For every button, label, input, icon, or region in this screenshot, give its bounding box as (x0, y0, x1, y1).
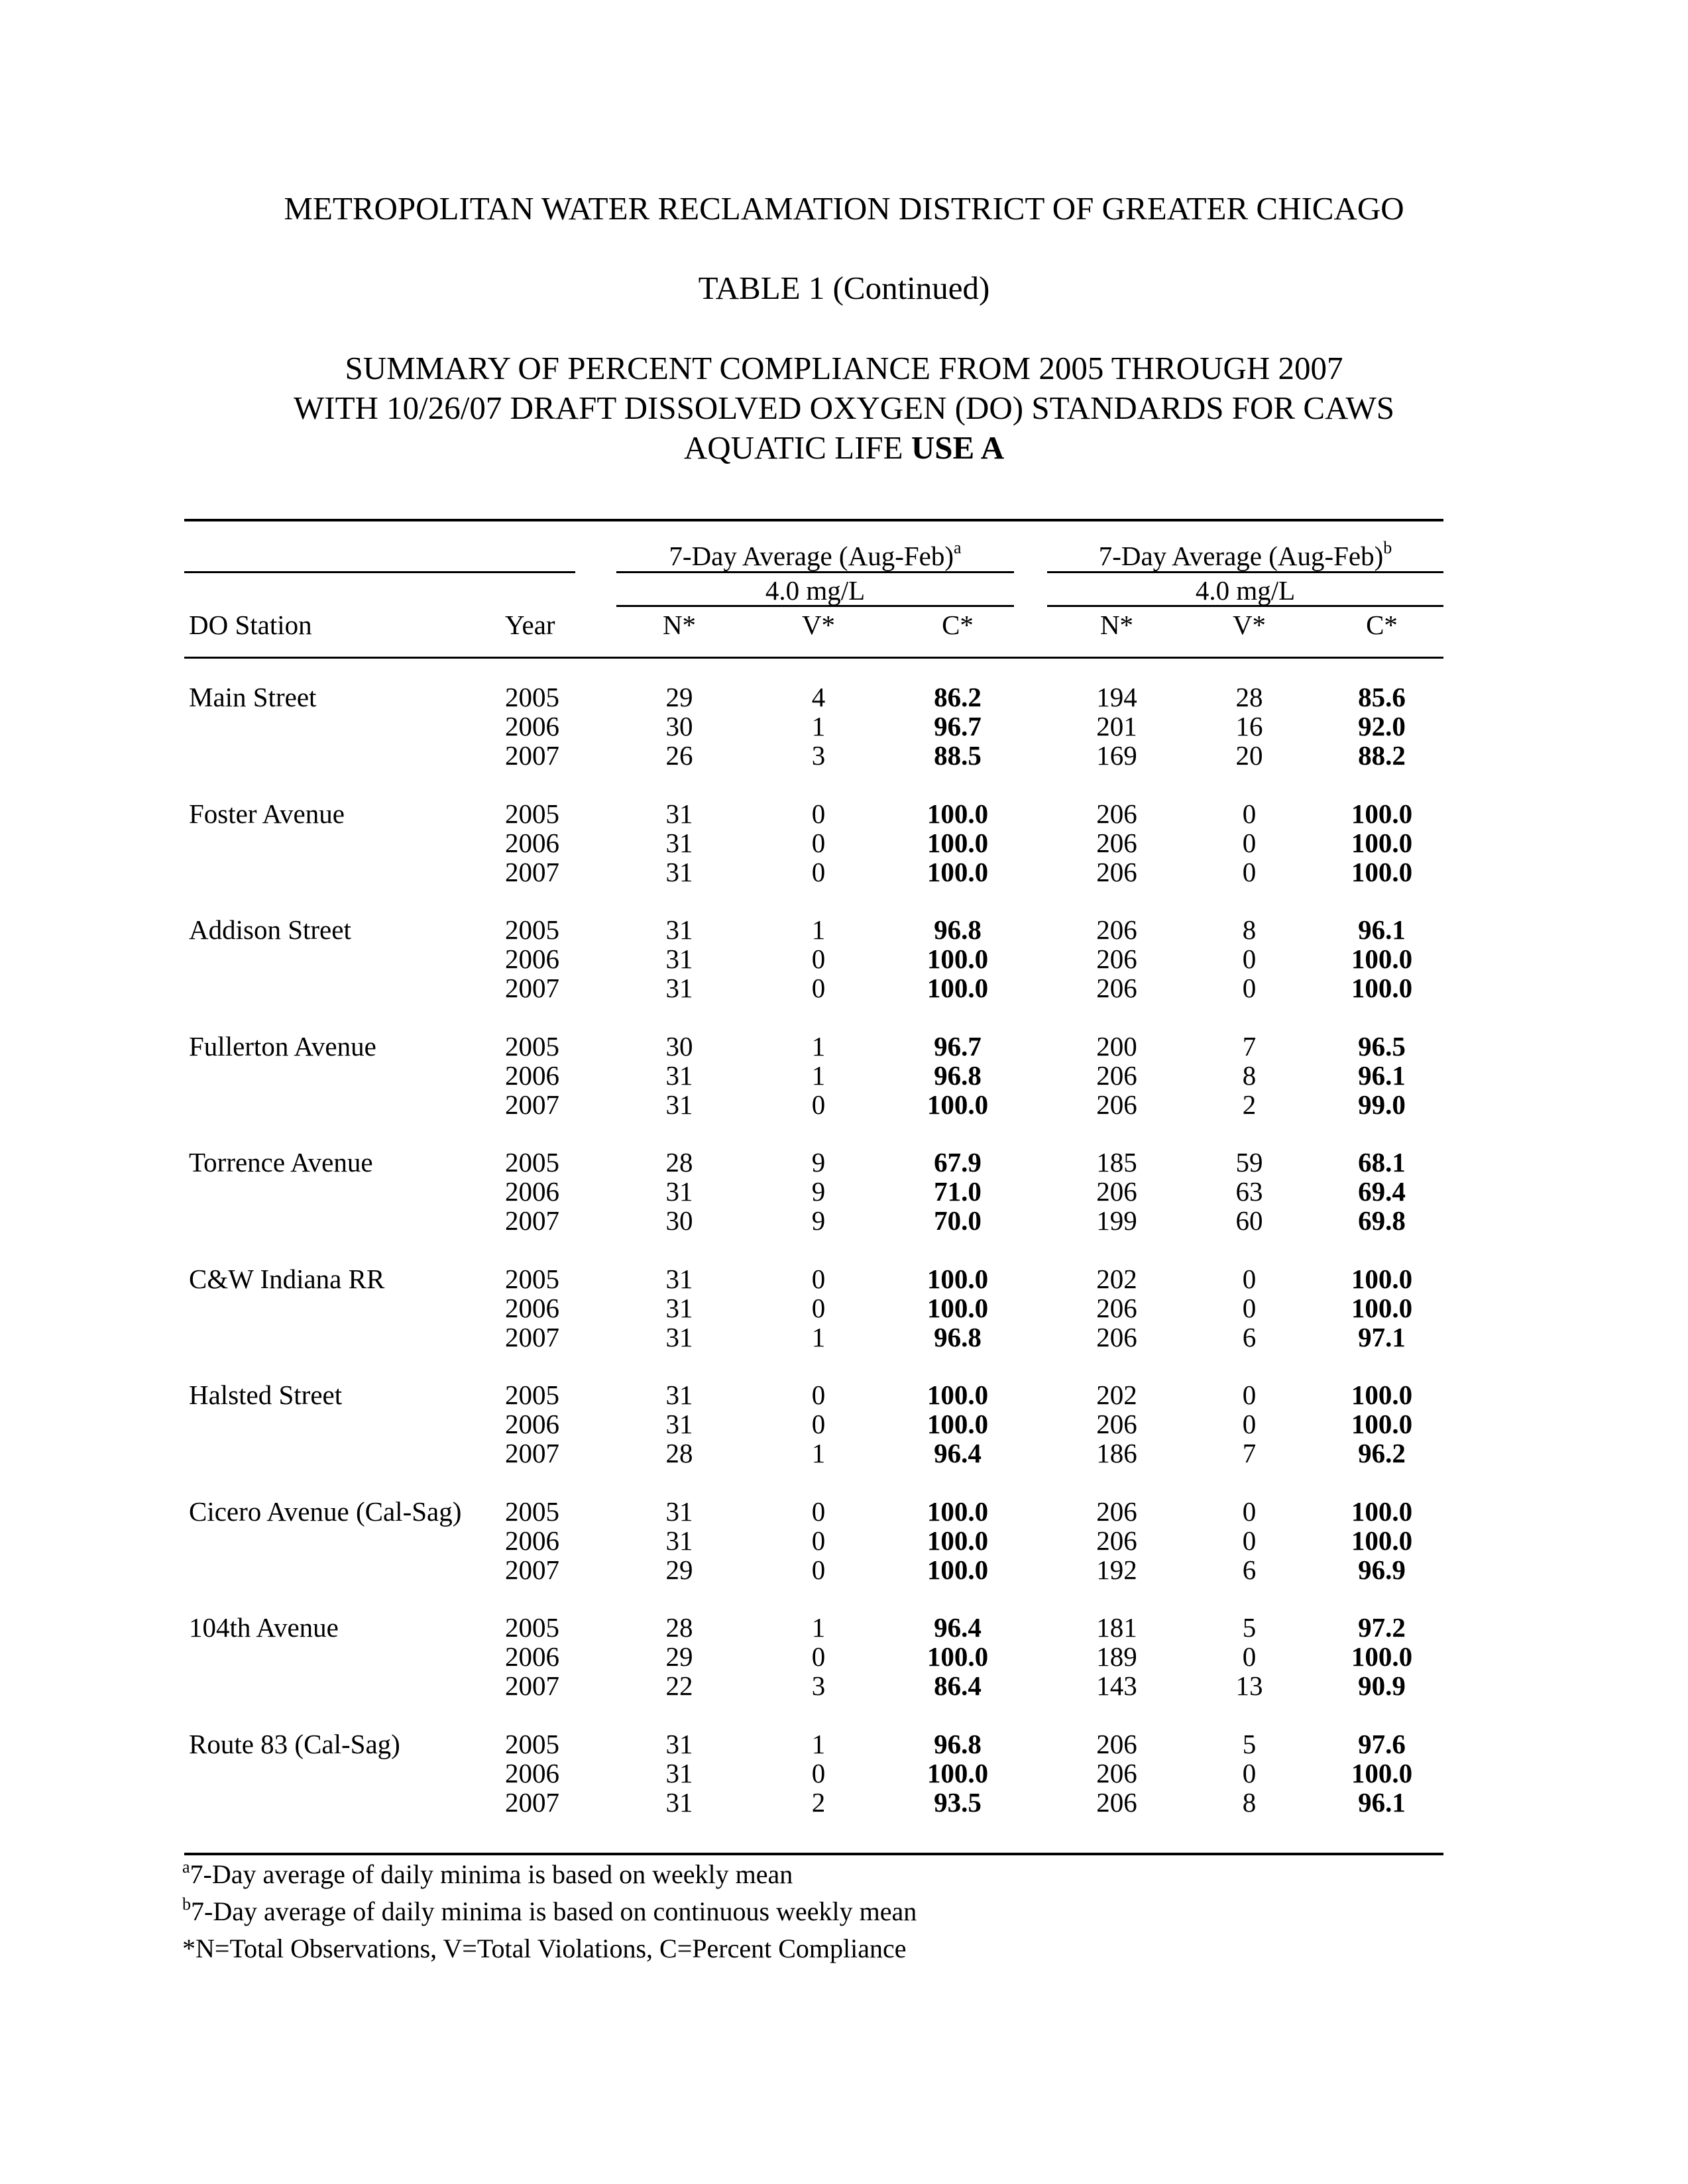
n-b-cell: 202 (1096, 1380, 1137, 1410)
n-b-cell: 206 (1096, 1293, 1137, 1323)
v-b-cell: 0 (1242, 973, 1257, 1003)
n-a-cell: 31 (665, 1060, 693, 1091)
c-a-cell: 100.0 (927, 973, 989, 1003)
table-title-line-3 (0, 428, 1688, 468)
n-b-cell: 206 (1096, 828, 1137, 858)
year-cell: 2007 (505, 1438, 559, 1468)
c-a-cell: 71.0 (934, 1176, 982, 1207)
v-a-cell: 9 (811, 1205, 826, 1236)
v-a-cell: 0 (811, 1380, 826, 1410)
n-a-cell: 31 (665, 857, 693, 887)
table-title-line-3-text: AQUATIC LIFE (683, 429, 911, 466)
v-a-cell: 0 (811, 1409, 826, 1439)
v-a-cell: 1 (811, 1322, 826, 1352)
n-b-cell: 206 (1096, 857, 1137, 887)
n-b-cell: 206 (1096, 1322, 1137, 1352)
column-header-rule (184, 657, 1443, 659)
n-b-cell: 206 (1096, 1089, 1137, 1120)
group-b-footnote-mark: b (1383, 538, 1392, 557)
footnote-a-mark: a (182, 1857, 190, 1877)
v-a-cell: 1 (811, 1031, 826, 1062)
v-a-cell: 0 (811, 1496, 826, 1527)
c-b-cell: 68.1 (1358, 1147, 1406, 1177)
year-cell: 2005 (505, 682, 559, 712)
c-b-cell: 100.0 (1351, 1525, 1413, 1556)
v-b-cell: 6 (1242, 1322, 1257, 1352)
v-b-cell: 13 (1235, 1670, 1263, 1701)
n-a-cell: 31 (665, 1525, 693, 1556)
table-title-line-2: WITH 10/26/07 DRAFT DISSOLVED OXYGEN (DO) STANDARDS FOR CAWS (294, 390, 1394, 426)
footnote-b-mark: b (182, 1894, 191, 1914)
n-a-cell: 30 (665, 711, 693, 741)
c-b-cell: 96.1 (1358, 914, 1406, 945)
n-b-cell: 206 (1096, 973, 1137, 1003)
n-a-cell: 30 (665, 1205, 693, 1236)
n-a-cell: 31 (665, 1293, 693, 1323)
v-b-cell: 5 (1242, 1729, 1257, 1759)
v-b-cell: 8 (1242, 1787, 1257, 1818)
year-cell: 2005 (505, 1380, 559, 1410)
c-a-cell: 96.8 (934, 914, 982, 945)
v-a-cell: 0 (811, 828, 826, 858)
v-a-cell: 0 (811, 1293, 826, 1323)
c-b-cell: 96.2 (1358, 1438, 1406, 1468)
year-cell: 2005 (505, 1612, 559, 1643)
v-b-cell: 8 (1242, 914, 1257, 945)
c-b-cell: 96.9 (1358, 1555, 1406, 1585)
c-a-cell: 96.7 (934, 711, 982, 741)
station-group (0, 1497, 1688, 1584)
v-a-cell: 0 (811, 1264, 826, 1294)
n-b-cell: 189 (1096, 1641, 1137, 1672)
c-b-cell: 100.0 (1351, 944, 1413, 974)
group-b-header (1047, 538, 1443, 571)
n-b-cell: 206 (1096, 1409, 1137, 1439)
v-a-cell: 0 (811, 1641, 826, 1672)
year-cell: 2006 (505, 1409, 559, 1439)
table-bottom-rule (184, 1853, 1443, 1855)
v-b-cell: 0 (1242, 857, 1257, 887)
use-designation: USE A (911, 429, 1005, 466)
c-a-cell: 96.8 (934, 1322, 982, 1352)
c-a-cell: 70.0 (934, 1205, 982, 1236)
n-a-cell: 31 (665, 1089, 693, 1120)
v-a-cell: 1 (811, 914, 826, 945)
c-a-cell: 100.0 (927, 1293, 989, 1323)
v-a-cell: 0 (811, 1089, 826, 1120)
table-title-line-1: SUMMARY OF PERCENT COMPLIANCE FROM 2005 THROUGH 2007 (345, 350, 1343, 386)
c-b-cell: 100.0 (1351, 857, 1413, 887)
group-a-footnote-mark: a (954, 538, 962, 557)
station-group (0, 915, 1688, 1003)
n-a-cell: 31 (665, 973, 693, 1003)
n-b-cell: 202 (1096, 1264, 1137, 1294)
year-cell: 2006 (505, 1758, 559, 1788)
v-b-cell: 8 (1242, 1060, 1257, 1091)
n-a-cell: 31 (665, 944, 693, 974)
year-cell: 2006 (505, 1060, 559, 1091)
station-group (0, 799, 1688, 887)
footnote-legend: *N=Total Observations, V=Total Violations, C=Percent Compliance (182, 1934, 907, 1963)
v-a-cell: 0 (811, 973, 826, 1003)
v-a-cell: 1 (811, 1438, 826, 1468)
c-b-cell: 97.1 (1358, 1322, 1406, 1352)
year-cell: 2007 (505, 1089, 559, 1120)
c-b-cell: 97.2 (1358, 1612, 1406, 1643)
station-name: Addison Street (189, 914, 351, 945)
c-b-cell: 96.1 (1358, 1787, 1406, 1818)
v-a-cell: 0 (811, 798, 826, 829)
n-b-cell: 206 (1096, 914, 1137, 945)
year-cell: 2005 (505, 798, 559, 829)
threshold-a: 4.0 mg/L (765, 575, 866, 606)
column-header-c-b: C* (1366, 610, 1398, 640)
year-cell: 2007 (505, 1555, 559, 1585)
v-b-cell: 0 (1242, 1380, 1257, 1410)
table-title (0, 349, 1688, 468)
n-b-cell: 192 (1096, 1555, 1137, 1585)
group-a-header (616, 538, 1014, 571)
c-a-cell: 100.0 (927, 828, 989, 858)
c-a-cell: 100.0 (927, 1555, 989, 1585)
n-b-cell: 206 (1096, 1729, 1137, 1759)
c-a-cell: 100.0 (927, 798, 989, 829)
c-b-cell: 90.9 (1358, 1670, 1406, 1701)
c-b-cell: 100.0 (1351, 1293, 1413, 1323)
c-a-cell: 86.2 (934, 682, 982, 712)
c-a-cell: 100.0 (927, 1264, 989, 1294)
n-b-cell: 143 (1096, 1670, 1137, 1701)
c-a-cell: 100.0 (927, 1641, 989, 1672)
table-number: TABLE 1 (Continued) (698, 270, 990, 306)
n-b-cell: 201 (1096, 711, 1137, 741)
c-a-cell: 100.0 (927, 1089, 989, 1120)
n-b-cell: 206 (1096, 1787, 1137, 1818)
c-b-cell: 100.0 (1351, 1409, 1413, 1439)
year-cell: 2007 (505, 1670, 559, 1701)
n-a-cell: 28 (665, 1612, 693, 1643)
organization-title: METROPOLITAN WATER RECLAMATION DISTRICT OF GREATER CHICAGO (284, 190, 1404, 227)
v-b-cell: 5 (1242, 1612, 1257, 1643)
n-a-cell: 31 (665, 1409, 693, 1439)
station-name: Route 83 (Cal-Sag) (189, 1729, 400, 1759)
v-a-cell: 0 (811, 857, 826, 887)
v-b-cell: 59 (1235, 1147, 1263, 1177)
c-a-cell: 100.0 (927, 857, 989, 887)
v-a-cell: 3 (811, 740, 826, 771)
v-b-cell: 2 (1242, 1089, 1257, 1120)
station-group (0, 1148, 1688, 1235)
station-group (0, 1032, 1688, 1119)
n-a-cell: 31 (665, 1496, 693, 1527)
n-b-cell: 206 (1096, 1496, 1137, 1527)
n-b-cell: 206 (1096, 944, 1137, 974)
n-b-cell: 206 (1096, 1060, 1137, 1091)
n-a-cell: 29 (665, 682, 693, 712)
column-header-n-b: N* (1099, 610, 1134, 640)
v-a-cell: 0 (811, 1525, 826, 1556)
c-a-cell: 100.0 (927, 1380, 989, 1410)
v-b-cell: 16 (1235, 711, 1263, 741)
n-a-cell: 31 (665, 1322, 693, 1352)
footnote-a (182, 1859, 793, 1890)
n-b-cell: 194 (1096, 682, 1137, 712)
year-cell: 2007 (505, 857, 559, 887)
c-b-cell: 100.0 (1351, 798, 1413, 829)
c-a-cell: 100.0 (927, 1758, 989, 1788)
n-b-cell: 206 (1096, 798, 1137, 829)
c-b-cell: 85.6 (1358, 682, 1406, 712)
n-a-cell: 30 (665, 1031, 693, 1062)
station-name: Halsted Street (189, 1380, 343, 1410)
column-header-c-a: C* (942, 610, 974, 640)
year-cell: 2007 (505, 1787, 559, 1818)
c-a-cell: 67.9 (934, 1147, 982, 1177)
station-group (0, 1613, 1688, 1700)
year-cell: 2006 (505, 1641, 559, 1672)
c-a-cell: 96.4 (934, 1612, 982, 1643)
n-b-cell: 206 (1096, 1758, 1137, 1788)
column-header-n-a: N* (662, 610, 697, 640)
v-b-cell: 0 (1242, 1758, 1257, 1788)
v-a-cell: 2 (811, 1787, 826, 1818)
year-cell: 2005 (505, 1147, 559, 1177)
year-cell: 2007 (505, 1205, 559, 1236)
year-cell: 2005 (505, 1031, 559, 1062)
c-a-cell: 100.0 (927, 944, 989, 974)
year-cell: 2005 (505, 914, 559, 945)
n-b-cell: 169 (1096, 740, 1137, 771)
c-b-cell: 100.0 (1351, 973, 1413, 1003)
v-b-cell: 0 (1242, 1641, 1257, 1672)
v-a-cell: 3 (811, 1670, 826, 1701)
group-a-rule (616, 571, 1014, 573)
c-b-cell: 96.5 (1358, 1031, 1406, 1062)
v-a-cell: 0 (811, 1758, 826, 1788)
station-header-rule (184, 571, 575, 573)
c-b-cell: 100.0 (1351, 1264, 1413, 1294)
n-a-cell: 31 (665, 1264, 693, 1294)
station-group (0, 1380, 1688, 1468)
v-a-cell: 1 (811, 1060, 826, 1091)
n-a-cell: 31 (665, 1176, 693, 1207)
c-b-cell: 92.0 (1358, 711, 1406, 741)
n-b-cell: 206 (1096, 1176, 1137, 1207)
year-cell: 2006 (505, 1176, 559, 1207)
c-b-cell: 100.0 (1351, 1380, 1413, 1410)
v-b-cell: 0 (1242, 1264, 1257, 1294)
c-b-cell: 100.0 (1351, 828, 1413, 858)
v-b-cell: 0 (1242, 1409, 1257, 1439)
c-a-cell: 96.8 (934, 1060, 982, 1091)
n-b-cell: 181 (1096, 1612, 1137, 1643)
n-a-cell: 29 (665, 1555, 693, 1585)
c-a-cell: 96.7 (934, 1031, 982, 1062)
v-a-cell: 4 (811, 682, 826, 712)
threshold-b: 4.0 mg/L (1195, 575, 1296, 606)
n-a-cell: 28 (665, 1147, 693, 1177)
n-a-cell: 28 (665, 1438, 693, 1468)
station-name: 104th Avenue (189, 1612, 339, 1643)
station-name: C&W Indiana RR (189, 1264, 385, 1294)
station-group (0, 1729, 1688, 1817)
v-b-cell: 63 (1235, 1176, 1263, 1207)
footnote-b (182, 1896, 917, 1927)
v-b-cell: 28 (1235, 682, 1263, 712)
column-header-v-a: V* (801, 610, 836, 640)
n-b-cell: 186 (1096, 1438, 1137, 1468)
column-header-station: DO Station (189, 610, 312, 640)
v-b-cell: 0 (1242, 828, 1257, 858)
station-group (0, 682, 1688, 770)
group-a-label: 7-Day Average (Aug-Feb) (669, 541, 954, 571)
footnote-a-text: 7-Day average of daily minima is based on weekly mean (190, 1859, 793, 1889)
year-cell: 2006 (505, 944, 559, 974)
c-a-cell: 100.0 (927, 1409, 989, 1439)
group-b-label: 7-Day Average (Aug-Feb) (1098, 541, 1384, 571)
n-a-cell: 31 (665, 1729, 693, 1759)
c-a-cell: 96.8 (934, 1729, 982, 1759)
year-cell: 2007 (505, 973, 559, 1003)
c-b-cell: 99.0 (1358, 1089, 1406, 1120)
footnote-b-text: 7-Day average of daily minima is based on continuous weekly mean (191, 1896, 917, 1926)
n-a-cell: 31 (665, 1787, 693, 1818)
c-b-cell: 69.8 (1358, 1205, 1406, 1236)
c-a-cell: 96.4 (934, 1438, 982, 1468)
year-cell: 2006 (505, 1525, 559, 1556)
c-a-cell: 88.5 (934, 740, 982, 771)
v-b-cell: 7 (1242, 1031, 1257, 1062)
group-b-rule (1047, 571, 1443, 573)
c-b-cell: 100.0 (1351, 1496, 1413, 1527)
v-a-cell: 0 (811, 1555, 826, 1585)
v-a-cell: 1 (811, 1729, 826, 1759)
n-a-cell: 31 (665, 798, 693, 829)
column-header-year: Year (505, 610, 555, 640)
c-a-cell: 100.0 (927, 1496, 989, 1527)
v-b-cell: 0 (1242, 944, 1257, 974)
n-a-cell: 22 (665, 1670, 693, 1701)
v-a-cell: 9 (811, 1147, 826, 1177)
c-b-cell: 97.6 (1358, 1729, 1406, 1759)
year-cell: 2006 (505, 828, 559, 858)
n-b-cell: 185 (1096, 1147, 1137, 1177)
year-cell: 2007 (505, 1322, 559, 1352)
v-b-cell: 0 (1242, 1293, 1257, 1323)
n-a-cell: 31 (665, 914, 693, 945)
n-b-cell: 200 (1096, 1031, 1137, 1062)
c-a-cell: 93.5 (934, 1787, 982, 1818)
v-b-cell: 0 (1242, 1525, 1257, 1556)
year-cell: 2006 (505, 711, 559, 741)
year-cell: 2005 (505, 1729, 559, 1759)
v-a-cell: 1 (811, 1612, 826, 1643)
year-cell: 2006 (505, 1293, 559, 1323)
station-name: Main Street (189, 682, 317, 712)
c-a-cell: 100.0 (927, 1525, 989, 1556)
station-name: Cicero Avenue (Cal-Sag) (189, 1496, 462, 1527)
year-cell: 2007 (505, 740, 559, 771)
v-a-cell: 1 (811, 711, 826, 741)
c-a-cell: 86.4 (934, 1670, 982, 1701)
v-b-cell: 0 (1242, 798, 1257, 829)
station-name: Fullerton Avenue (189, 1031, 376, 1062)
column-header-v-b: V* (1232, 610, 1266, 640)
v-b-cell: 60 (1235, 1205, 1263, 1236)
table-top-rule (184, 519, 1443, 521)
n-a-cell: 31 (665, 828, 693, 858)
v-a-cell: 0 (811, 944, 826, 974)
v-a-cell: 9 (811, 1176, 826, 1207)
station-name: Foster Avenue (189, 798, 345, 829)
v-b-cell: 20 (1235, 740, 1263, 771)
n-a-cell: 31 (665, 1758, 693, 1788)
station-name: Torrence Avenue (189, 1147, 373, 1177)
c-b-cell: 96.1 (1358, 1060, 1406, 1091)
year-cell: 2005 (505, 1264, 559, 1294)
station-group (0, 1264, 1688, 1352)
n-a-cell: 29 (665, 1641, 693, 1672)
c-b-cell: 100.0 (1351, 1758, 1413, 1788)
c-b-cell: 69.4 (1358, 1176, 1406, 1207)
n-b-cell: 206 (1096, 1525, 1137, 1556)
v-b-cell: 0 (1242, 1496, 1257, 1527)
n-b-cell: 199 (1096, 1205, 1137, 1236)
year-cell: 2005 (505, 1496, 559, 1527)
v-b-cell: 6 (1242, 1555, 1257, 1585)
v-b-cell: 7 (1242, 1438, 1257, 1468)
n-a-cell: 26 (665, 740, 693, 771)
n-a-cell: 31 (665, 1380, 693, 1410)
c-b-cell: 100.0 (1351, 1641, 1413, 1672)
c-b-cell: 88.2 (1358, 740, 1406, 771)
